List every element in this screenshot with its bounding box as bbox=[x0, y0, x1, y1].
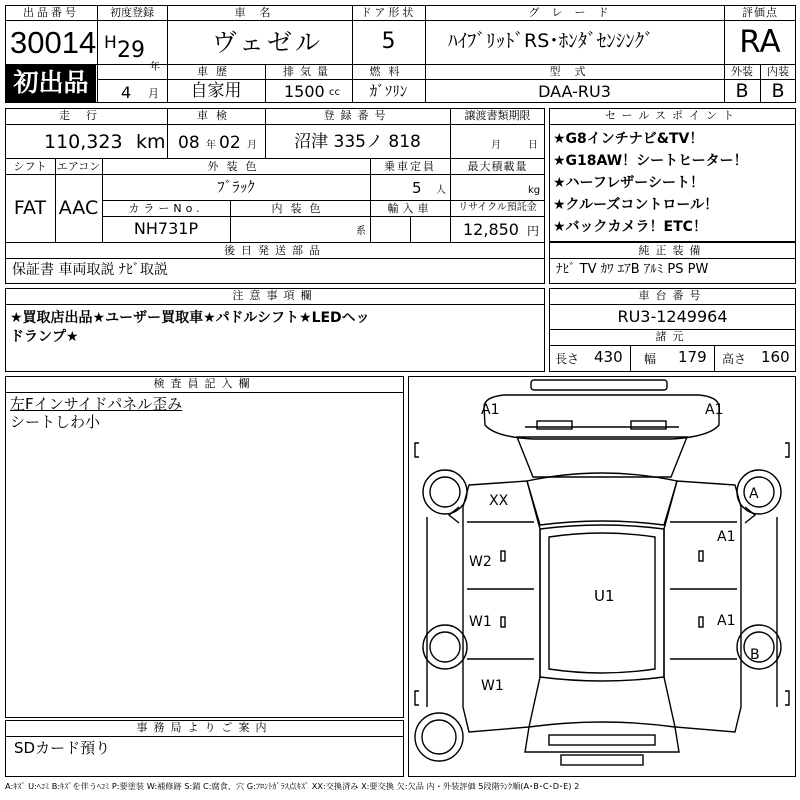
sales-points-header: セールスポイント bbox=[604, 109, 740, 122]
inspection-month: 02 bbox=[219, 133, 241, 153]
reg-year: 29 bbox=[117, 38, 145, 63]
displacement-unit: cc bbox=[329, 87, 340, 98]
reg-month: 4 bbox=[121, 83, 132, 102]
grade-header: グレード bbox=[528, 6, 621, 19]
door-header: ドア形状 bbox=[360, 6, 417, 19]
height-label: 高さ bbox=[722, 352, 747, 366]
sales-point-1: ★G8インチナビ&TV！ bbox=[553, 131, 704, 147]
dimensions-header: 諸元 bbox=[655, 330, 690, 343]
lot-number: 30014 bbox=[10, 25, 97, 60]
recycle-header: リサイクル預託金 bbox=[458, 202, 537, 213]
transfer-deadline-header: 譲渡書類期限 bbox=[464, 109, 531, 122]
shift-header: シフト bbox=[13, 160, 47, 173]
max-load-header: 最大積載量 bbox=[467, 160, 528, 173]
history-header: 車歴 bbox=[197, 65, 235, 78]
standard-equipment-value: ﾅﾋﾞ TV ｶﾜ ｴｱB ｱﾙﾐ PS PW bbox=[556, 262, 709, 277]
plate-value: 沼津 335ノ 818 bbox=[294, 132, 421, 152]
model-header: 型式 bbox=[549, 65, 600, 78]
sales-point-5: ★バックカメラ！ETC！ bbox=[553, 219, 707, 235]
recycle-unit: 円 bbox=[527, 224, 540, 238]
color-no-header: カラーNo. bbox=[128, 202, 204, 215]
plate-header: 登録番号 bbox=[323, 109, 392, 122]
inspection-year-unit: 年 bbox=[206, 140, 216, 151]
car-diagram bbox=[409, 377, 795, 776]
legend-text: A:ｷｽﾞ U:ﾍｺﾐ B:ｷｽﾞを伴うﾍｺﾐ P:要塗装 W:補修跡 S:錆 C:腐食、穴 G:ﾌﾛﾝﾄｶﾞﾗｽ点ｷｽﾞ XX:交換済み X:要交換 欠:欠品 内・外装評価 5段階ﾗﾝｸ順(A･B･C･D･E) 2 bbox=[5, 781, 580, 791]
interior-header: 内装 bbox=[767, 65, 789, 78]
exterior-header: 外装 bbox=[731, 65, 753, 78]
car-name-header: 車名 bbox=[234, 6, 285, 19]
chassis-header: 車台番号 bbox=[638, 289, 707, 302]
reg-month-unit: 月 bbox=[148, 87, 159, 100]
chassis-value: RU3-1249964 bbox=[617, 307, 728, 326]
inspection-year: 08 bbox=[178, 133, 200, 153]
capacity-value: 5 bbox=[412, 179, 422, 197]
interior-score: B bbox=[771, 80, 785, 102]
capacity-header: 乗車定員 bbox=[384, 160, 436, 173]
displacement-value: 1500 bbox=[284, 82, 325, 101]
recycle-value: 12,850 bbox=[463, 220, 519, 239]
damage-mark: XX bbox=[489, 493, 509, 509]
damage-mark: U1 bbox=[594, 587, 615, 605]
fuel-value: ｶﾞｿﾘﾝ bbox=[369, 82, 408, 100]
sales-point-3: ★ハーフレザーシート！ bbox=[553, 175, 705, 191]
damage-mark: W2 bbox=[469, 554, 492, 570]
first-registration-header: 初度登録 bbox=[110, 6, 154, 19]
fuel-header: 燃料 bbox=[369, 65, 408, 78]
first-listing-text: 初出品 bbox=[13, 68, 89, 97]
height-value: 160 bbox=[761, 348, 790, 366]
door-count: 5 bbox=[381, 29, 396, 54]
exterior-score: B bbox=[735, 80, 749, 102]
max-load-unit: kg bbox=[528, 185, 541, 196]
exterior-color-header: 外装色 bbox=[207, 160, 265, 173]
office-header: 事務局よりご案内 bbox=[136, 721, 273, 734]
damage-mark: A1 bbox=[705, 402, 724, 418]
score-value: RA bbox=[739, 24, 781, 60]
damage-mark: A1 bbox=[717, 613, 736, 629]
car-name: ヴェゼル bbox=[212, 28, 324, 57]
shift-value: FAT bbox=[13, 197, 47, 219]
inspection-header: 車検 bbox=[197, 109, 235, 122]
damage-mark: W1 bbox=[481, 678, 504, 694]
length-label: 長さ bbox=[555, 352, 580, 366]
interior-color-header: 内装色 bbox=[271, 202, 329, 215]
displacement-header: 排気量 bbox=[283, 65, 334, 78]
car-diagram-box bbox=[408, 376, 796, 777]
deadline-day-unit: 日 bbox=[528, 140, 538, 151]
mileage-value: 110,323 bbox=[44, 131, 123, 153]
inspector-header: 検査員記入欄 bbox=[153, 377, 256, 390]
history-value: 自家用 bbox=[190, 81, 242, 101]
notes-header: 注意事項欄 bbox=[232, 289, 318, 302]
standard-equipment-header: 純正装備 bbox=[638, 244, 707, 257]
later-items-header: 後日発送部品 bbox=[224, 244, 326, 257]
lot-number-header: 出品番号 bbox=[23, 6, 79, 19]
notes-line-1: ★買取店出品★ユーザー買取車★パドルシフト★LEDヘッ bbox=[10, 310, 370, 326]
model-value: DAA-RU3 bbox=[538, 82, 611, 101]
damage-mark: A bbox=[749, 486, 759, 502]
deadline-month-unit: 月 bbox=[491, 140, 501, 151]
sales-point-2: ★G18AW！シートヒーター！ bbox=[553, 153, 748, 169]
mileage-header: 走行 bbox=[59, 109, 113, 122]
sales-point-4: ★クルーズコントロール！ bbox=[553, 197, 719, 213]
grade-value: ﾊｲﾌﾞﾘｯﾄﾞRS･ﾎﾝﾀﾞｾﾝｼﾝｸﾞ bbox=[448, 30, 654, 52]
later-items-value: 保証書 車両取説 ﾅﾋﾞ取説 bbox=[12, 262, 168, 278]
reg-year-unit: 年 bbox=[150, 62, 160, 73]
length-value: 430 bbox=[594, 348, 623, 366]
notes-line-2: ドランプ★ bbox=[10, 329, 79, 345]
score-header: 評価点 bbox=[742, 6, 778, 19]
interior-color-unit: 系 bbox=[356, 226, 366, 237]
office-note: SDカード預り bbox=[14, 739, 111, 757]
damage-mark: A1 bbox=[481, 402, 500, 418]
capacity-unit: 人 bbox=[436, 185, 446, 196]
color-no-value: NH731P bbox=[133, 219, 199, 238]
inspection-month-unit: 月 bbox=[247, 140, 257, 151]
inspector-note-2: シートしわ小 bbox=[10, 413, 101, 431]
mileage-unit: km bbox=[136, 131, 166, 153]
width-label: 幅 bbox=[644, 352, 657, 366]
aircon-header: エアコン bbox=[56, 160, 101, 173]
import-header: 輸入車 bbox=[387, 202, 433, 215]
damage-mark: B bbox=[750, 647, 760, 663]
exterior-color-value: ﾌﾞﾗｯｸ bbox=[217, 178, 255, 196]
damage-mark: A1 bbox=[717, 529, 736, 545]
era-letter: H bbox=[104, 33, 117, 53]
aircon-value: AAC bbox=[58, 197, 99, 219]
damage-mark: W1 bbox=[469, 614, 492, 630]
inspector-note-1: 左Fインサイドパネル歪み bbox=[10, 395, 183, 413]
width-value: 179 bbox=[678, 348, 707, 366]
